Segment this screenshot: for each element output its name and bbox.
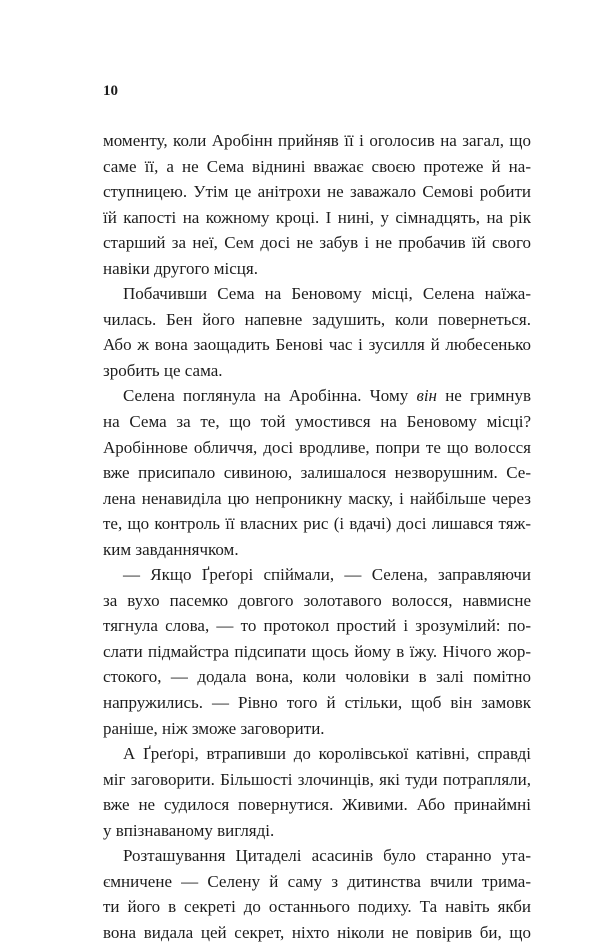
- text-line: ємничене — Селену й саму з дитинства вчили трима-: [103, 871, 531, 891]
- text-line: Розташування Цитаделі асасинів було старанно ута-: [123, 846, 531, 866]
- text-line: тягнула слова, — то протокол простий і зрозумілий: по-: [103, 616, 531, 636]
- text-line: ти його в секреті до останнього подиху. Та навіть якби: [103, 897, 531, 917]
- text-line: Побачивши Сема на Беновому місці, Селена наїжа-: [123, 284, 531, 304]
- text-line: моменту, коли Аробінн прийняв її і оголосив на загал, що: [103, 131, 531, 150]
- text-line: Або ж вона заощадить Бенові час і зусилля й любесенько: [103, 335, 531, 355]
- text-line: раніше, ніж зможе заговорити.: [103, 718, 325, 738]
- text-line: — Якщо Ґреґорі спіймали, — Селена, заправляючи: [123, 565, 531, 585]
- text-line: слати підмайстра підсипати щось йому в їжу. Нічого жор-: [103, 641, 531, 661]
- text-line: напружились. — Рівно того й стільки, щоб він замовк: [103, 693, 531, 713]
- text-line: А Ґреґорі, втрапивши до королівської катівні, справді: [123, 744, 531, 764]
- text-line: вже присипало сивиною, залишалося незворушним. Се-: [103, 463, 531, 483]
- text-line: за вухо пасемко довгого золотавого волосся, навмисне: [103, 590, 531, 610]
- text-line: чилась. Бен його напевне задушить, коли повернеться.: [103, 309, 531, 329]
- body-text: [103, 128, 531, 946]
- text-line: стокого, — додала вона, коли чоловіки в залі помітно: [103, 667, 531, 687]
- text-line: те, що контроль її власних рис (і вдачі) досі лишався тяж-: [103, 514, 531, 534]
- page-number: 10: [103, 83, 118, 99]
- text-line: Селена поглянула на Аробінна. Чому він не гримнув: [123, 386, 531, 406]
- emphasis: він: [416, 386, 437, 406]
- text-line: їй капості на кожному кроці. І нині, у сімнадцять, на рік: [103, 207, 531, 227]
- text-line: Аробіннове обличчя, досі вродливе, попри те що волосся: [103, 437, 531, 457]
- text-line: саме її, а не Сема віднині вважає своєю протеже й на-: [103, 156, 531, 176]
- text-line: зробить це сама.: [103, 360, 223, 380]
- text-line: лена ненавиділа цю непроникну маску, і найбільше через: [103, 488, 531, 508]
- text-line: вона видала цей секрет, ніхто ніколи не повірив би, що: [103, 922, 531, 942]
- text-line: на Сема за те, що той умостився на Беновому місці?: [103, 412, 531, 432]
- text-line: вже не судилося повернутися. Живими. Або принаймні: [103, 795, 531, 815]
- text-line: у впізнаваному вигляді.: [103, 820, 275, 840]
- text-line: старший за неї, Сем досі не забув і не пробачив їй свого: [103, 233, 531, 253]
- text-line: ким завданнячком.: [103, 539, 239, 559]
- text-line: ступницею. Утім це анітрохи не заважало Семові робити: [103, 182, 531, 202]
- text-line: міг заговорити. Більшості злочинців, які туди потрапляли,: [103, 769, 531, 789]
- text-line: навіки другого місця.: [103, 258, 258, 278]
